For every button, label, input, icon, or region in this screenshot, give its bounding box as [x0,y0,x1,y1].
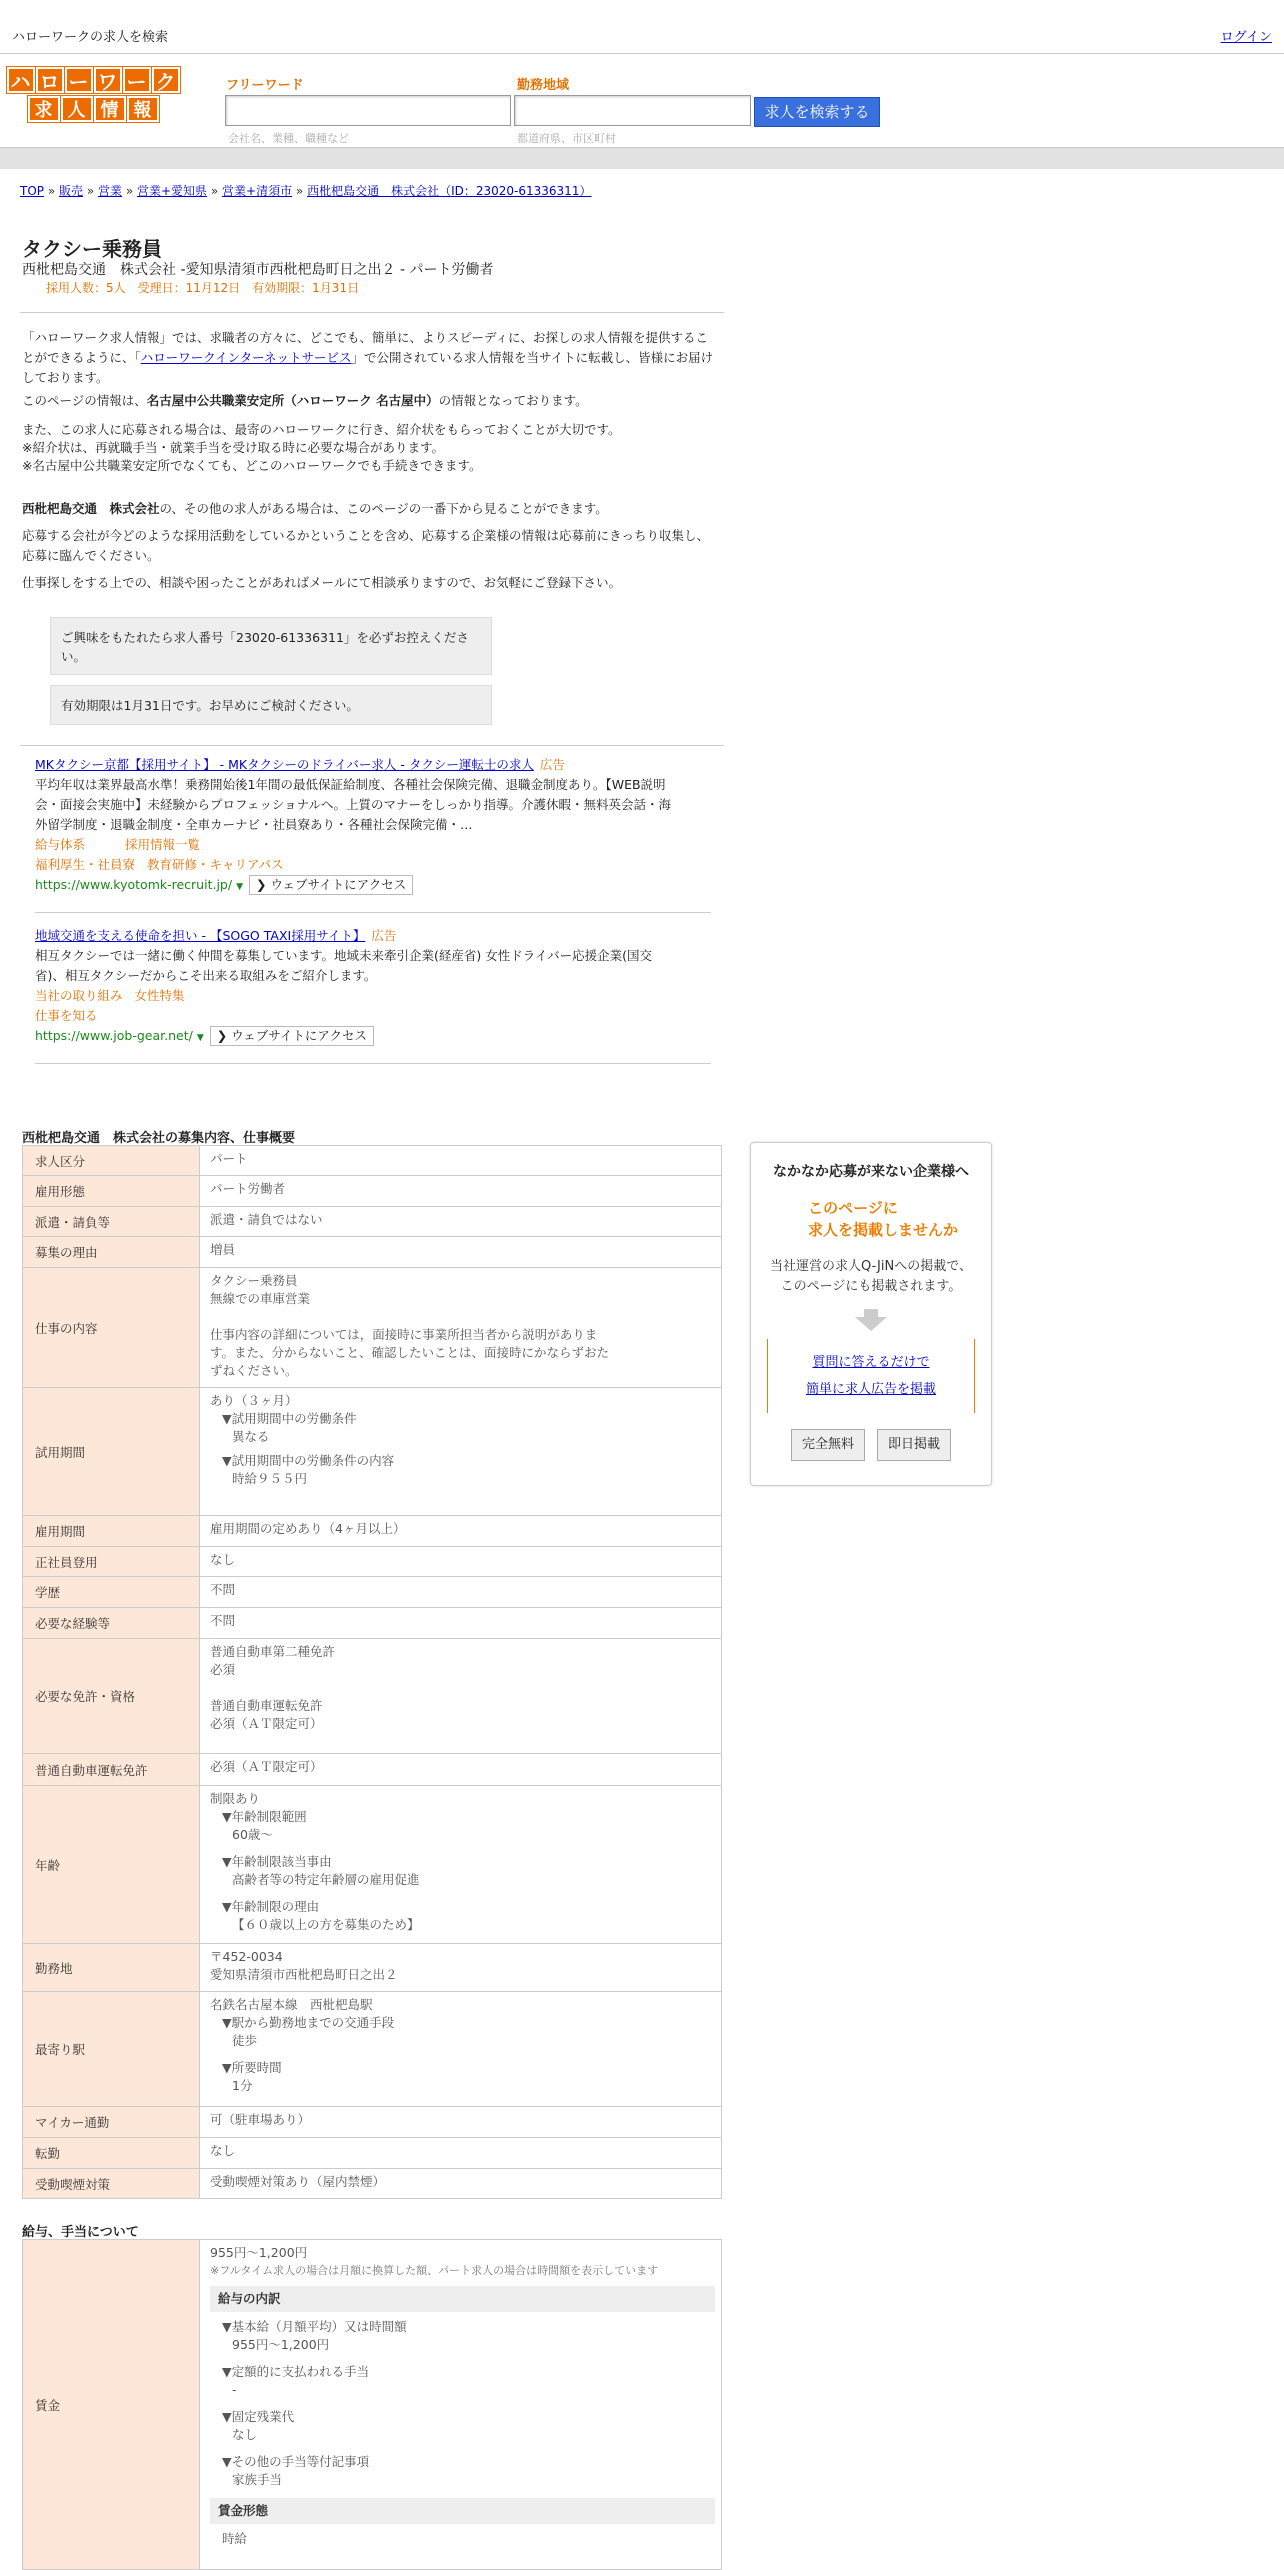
salary-note: ※フルタイム求人の場合は月額に換算した額、パート求人の場合は時間額を表示しています [210,2264,659,2277]
ad-description: 平均年収は業界最高水準！乗務開始後1年間の最低保証給制度、各種社会保険完備、退職金制度あり。【WEB説明会・面接会実施中】未経験からプロフェッショナルへ。上質のマナーをしっかり指導。介護休暇・無料英会話・海外留学制度・退職金制度・全車カーナビ・社員寮あり・各種社会保険完備・… [35,777,672,832]
intro-text: 「ハローワーク求人情報」では、求職者の方々に、どこでも、簡単に、よりスピーディに、お探しの求人情報を提供することができるように、「 [22,330,709,365]
intro-text: このページの情報は、 [22,393,147,408]
row-label: 賃金 [23,2240,200,2570]
row-label: 転勤 [23,2138,200,2169]
ad-visit-label: ウェブサイトにアクセス [270,877,407,892]
promo-text: 当社運営の求人Q-JiNへの掲載で、 [770,1259,972,1274]
ad-description: 相互タクシーでは一緒に働く仲間を募集しています。地域未来牽引企業(経産省) 女性ドライバー応援企業(国交省)、相互タクシーだからこそ出来る取組みをご紹介します。 [35,948,652,983]
down-arrow-icon [864,1309,878,1317]
promo-text: このページにも掲載されます。 [780,1279,962,1294]
table-row [23,1639,722,1754]
logo-char: ロ [36,67,64,93]
row-label: 勤務地 [23,1944,200,1992]
freeword-input[interactable] [225,95,511,126]
table-row [23,1608,722,1639]
value-line: 955円〜1,200円 [210,2245,308,2260]
intro-paragraph [22,391,714,411]
table-row [23,1577,722,1608]
hellowork-link[interactable]: ハローワークインターネットサービス [140,350,352,365]
company-name: 西枇杷島交通 株式会社 [22,501,160,516]
value-line: 【６０歳以上の方を募集のため】 [232,1917,420,1932]
ad-url[interactable]: https://www.kyotomk-recruit.jp/ [35,877,233,892]
row-label: 年齢 [23,1786,200,1944]
row-value [200,2240,722,2570]
value-line: 必須（ＡＴ限定可） [210,1716,323,1731]
divider [35,912,711,913]
row-value: 増員 [200,1237,722,1268]
job-meta: 採用人数：5人 受理日：11月12日 有効期限：1月31日 [46,281,360,295]
value-line: ▼試用期間中の労働条件の内容 [222,1453,395,1468]
job-details-table [22,1145,722,2199]
intro-paragraph: 応募する会社が今どのような採用活動をしているかということを含め、応募する企業様の情報は応募前にきっちり収集し、応募に臨んでください。 [22,528,710,563]
logo-char: ワ [94,67,122,93]
row-label: 派遣・請負等 [23,1207,200,1237]
value-line: ▼年齢制限の理由 [222,1899,320,1914]
table-row [23,1146,722,1176]
ad-visit-button[interactable] [210,1026,374,1046]
value-line: 仕事内容の詳細については，面接時に事業所担当者から説明があります。また、分からないこと、確認したいことは、面接時にかならずおたずねください。 [210,1327,610,1378]
table-row [23,2138,722,2169]
row-value [200,1388,722,1516]
value-line: ▼駅から勤務地までの交通手段 [222,2015,395,2030]
ad-visit-button[interactable] [249,875,413,895]
row-value: 受動喫煙対策あり（屋内禁煙） [200,2169,722,2199]
divider [35,1063,711,1064]
value-line: 家族手当 [232,2472,283,2487]
promo-highlight: このページに [808,1199,898,1217]
value-line: - [232,2382,237,2397]
value-line: 955円〜1,200円 [232,2337,330,2352]
logo-char: 報 [127,96,159,122]
row-value: パート [200,1146,722,1176]
breadcrumb-link[interactable]: 営業+清須市 [222,184,293,198]
value-line: ▼固定残業代 [222,2409,295,2424]
row-value: 派遣・請負ではない [200,1207,722,1237]
row-label: 正社員登用 [23,1547,200,1577]
row-label: 最寄り駅 [23,1992,200,2107]
row-label: 募集の理由 [23,1237,200,1268]
value-line: 徒歩 [232,2033,258,2048]
logo-char: ハ [7,67,35,93]
ad-sitelink[interactable]: 仕事を知る [35,1008,98,1023]
same-day-button[interactable]: 即日掲載 [877,1429,951,1461]
row-value: 不問 [200,1577,722,1608]
job-number-notice: ご興味をもたれたら求人番号「23020-61336311」を必ずお控えください。 [50,617,492,675]
ad-sitelink[interactable]: 教育研修・キャリアパス [147,857,284,872]
value-line: 時給９５５円 [232,1471,308,1486]
site-tagline: ハローワークの求人を検索 [12,30,169,45]
value-line: 普通自動車第二種免許 [210,1644,336,1659]
area-placeholder: 都道府県、市区町村 [517,132,616,145]
value-line: 必須 [210,1662,236,1677]
company-line: 西枇杷島交通 株式会社 -愛知県清須市西枇杷島町日之出２ - パート労働者 [22,262,494,278]
row-value: 可（駐車場あり） [200,2107,722,2138]
dropdown-arrow-icon[interactable]: ▼ [196,1033,204,1043]
ad-title-link[interactable]: MKタクシー京都【採用サイト】 - MKタクシーのドライバー求人 - タクシー運転士の求人 [35,757,534,772]
value-line: ▼年齢制限該当事由 [222,1854,332,1869]
ad-sitelink[interactable]: 福利厚生・社員寮 [35,857,136,872]
table-row [23,1944,722,1992]
table-row [23,1388,722,1516]
promo-heading: なかなか応募が来ない企業様へ [773,1164,969,1180]
section-heading: 給与、手当について [22,2225,139,2240]
breadcrumb-link[interactable]: 営業 [98,184,123,198]
intro-text: 」で公開されている求人情報を当サイトに転載し、皆様にお届けしております。 [22,350,714,385]
logo-char: 人 [61,96,93,122]
row-label: 学歴 [23,1577,200,1608]
ad-url[interactable]: https://www.job-gear.net/ [35,1028,193,1043]
row-label: 試用期間 [23,1388,200,1516]
intro-paragraph: 仕事探しをする上での、相談や困ったことがあればメールにて相談承りますので、お気軽にご登録下さい。 [22,575,622,590]
promo-link[interactable]: 簡単に求人広告を掲載 [805,1382,936,1397]
table-row [23,1547,722,1577]
area-label: 勤務地域 [517,78,570,93]
value-line: 高齢者等の特定年齢層の雇用促進 [232,1872,420,1887]
promo-links [767,1339,975,1413]
table-row [23,1237,722,1268]
dropdown-arrow-icon[interactable]: ▼ [236,882,243,892]
row-value: なし [200,2138,722,2169]
row-label: 仕事の内容 [23,1268,200,1388]
freeword-placeholder: 会社名、業種、職種など [228,132,349,145]
ad-title-link[interactable]: 地域交通を支える使命を担い - 【SOGO TAXI採用サイト】 [35,928,366,943]
row-label: 必要な経験等 [23,1608,200,1639]
value-line: ▼試用期間中の労働条件 [222,1411,357,1426]
salary-table [22,2239,722,2570]
value-line: ▼その他の手当等付記事項 [222,2454,370,2469]
freeword-label: フリーワード [226,78,304,93]
breadcrumb-link[interactable]: 販売 [59,184,84,198]
job-title: タクシー乗務員 [22,237,162,261]
row-value [200,1944,722,1992]
value-line: ▼年齢制限範囲 [222,1809,307,1824]
row-label: 雇用形態 [23,1176,200,1207]
site-logo[interactable] [4,67,182,123]
row-label: 必要な免許・資格 [23,1639,200,1754]
value-line: 〒452-0034 [210,1949,283,1964]
area-input[interactable] [514,95,751,126]
divider [20,312,724,313]
breadcrumb: TOP » 販売 » 営業 » 営業+愛知県 » 営業+清須市 » 西枇杷島交通 株式会社（ID：23020-61336311） [20,184,592,198]
row-label: 普通自動車運転免許 [23,1754,200,1786]
login-link[interactable]: ログイン [1220,30,1272,45]
table-row [23,1176,722,1207]
ad-sitelink[interactable]: 採用情報一覧 [125,837,201,852]
ad-visit-label: ウェブサイトにアクセス [231,1028,367,1043]
row-value: パート労働者 [200,1176,722,1207]
down-arrow-icon [855,1317,887,1331]
row-label: 雇用期間 [23,1516,200,1547]
logo-char: ー [65,67,93,93]
value-line: 60歳〜 [232,1827,273,1842]
employer-promo-box [750,1142,992,1486]
breadcrumb-link[interactable]: TOP [20,184,45,198]
expiry-notice: 有効期限は1月31日です。お早めにご検討ください。 [50,685,492,725]
row-value: 不問 [200,1608,722,1639]
row-value: 雇用期間の定めあり（4ヶ月以上） [200,1516,722,1547]
value-line: ▼所要時間 [222,2060,282,2075]
chevron-right-icon: ❯ [256,877,267,892]
row-value [200,1639,722,1754]
row-label: マイカー通勤 [23,2107,200,2138]
logo-char: ー [123,67,151,93]
intro-paragraph: ※紹介状は、再就職手当・就業手当を受け取る時に必要な場合があります。 [22,440,444,455]
promo-link[interactable]: 質問に答えるだけで [812,1355,930,1370]
ad-sitelink[interactable]: 女性特集 [134,988,185,1003]
value-line: 1分 [232,2078,253,2093]
table-row [23,1207,722,1237]
value-line: 名鉄名古屋本線 西枇杷島駅 [210,1997,373,2012]
logo-char: 求 [28,96,60,122]
row-value [200,1992,722,2107]
table-row [23,1992,722,2107]
value-line: 制限あり [210,1791,261,1806]
logo-char: 情 [94,96,126,122]
ad-sitelink[interactable]: 当社の取り組み [35,988,123,1003]
value-line: 異なる [232,1429,270,1444]
value-line: ▼定額的に支払われる手当 [222,2364,370,2379]
value-line: 無線での車庫営業 [210,1291,311,1306]
intro-paragraph: ※名古屋中公共職業安定所でなくても、どこのハローワークでも手続きできます。 [22,458,482,473]
value-line: ▼基本給（月額平均）又は時間額 [222,2319,407,2334]
breadcrumb-link[interactable]: 西枇杷島交通 株式会社（ID：23020-61336311） [307,184,592,198]
promo-highlight: 求人を掲載しませんか [807,1221,958,1239]
value-line: 普通自動車運転免許 [210,1698,323,1713]
header-divider [0,147,1284,169]
section-heading: 西枇杷島交通 株式会社の募集内容、仕事概要 [22,1131,296,1146]
table-row [23,1268,722,1388]
divider [20,745,724,746]
row-value: なし [200,1547,722,1577]
ad-tag: 広告 [371,928,397,943]
chevron-right-icon: ❯ [216,1028,228,1043]
top-bar [0,0,1284,54]
office-name: 名古屋中公共職業安定所（ハローワーク 名古屋中） [146,393,439,408]
ad-tag: 広告 [539,757,565,772]
row-label: 受動喫煙対策 [23,2169,200,2199]
row-value [200,1786,722,1944]
ad-sitelink[interactable]: 給与体系 [35,837,86,852]
table-row [23,1516,722,1547]
row-label: 求人区分 [23,1146,200,1176]
intro-paragraph [22,499,714,519]
intro-text: の、その他の求人がある場合は、このページの一番下から見ることができます。 [159,501,608,516]
table-row [23,2107,722,2138]
breadcrumb-link[interactable]: 営業+愛知県 [137,184,208,198]
value-line: タクシー乗務員 [210,1273,298,1288]
table-row [23,1754,722,1786]
intro-text: の情報となっております。 [438,393,588,408]
table-row [23,2240,722,2570]
search-button[interactable]: 求人を検索する [754,97,880,127]
table-row [23,2169,722,2199]
sub-heading: 給与の内訳 [210,2286,715,2312]
value-line: なし [232,2427,258,2442]
ad-block [35,755,675,897]
ad-block [35,926,675,1048]
value-line: あり（３ヶ月） [210,1393,298,1408]
row-value [200,1268,722,1388]
row-value: 必須（ＡＴ限定可） [200,1754,722,1786]
sub-heading: 賃金形態 [210,2498,715,2524]
intro-paragraph [22,328,714,388]
value-line: 愛知県清須市西枇杷島町日之出２ [210,1967,398,1982]
header [0,55,1284,147]
value-line: 時給 [222,2531,248,2546]
intro-paragraph: また、この求人に応募される場合は、最寄のハローワークに行き、紹介状をもらっておくことが大切です。 [22,422,621,437]
free-button[interactable]: 完全無料 [791,1429,865,1461]
table-row [23,1786,722,1944]
logo-char: ク [152,67,180,93]
